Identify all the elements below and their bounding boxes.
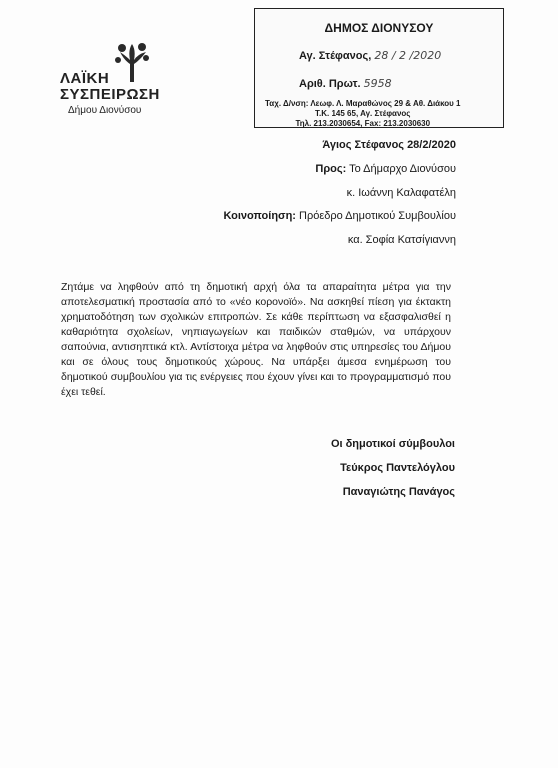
stamp-protocol-value: 5958 [363,77,392,90]
stamp-date-label: Αγ. Στέφανος, [299,50,372,62]
tree-logo-icon [112,42,152,84]
stamp-address-line2: Τ.Κ. 145 65, Αγ. Στέφανος [315,109,411,118]
cc-value: Πρόεδρο Δημοτικού Συμβουλίου [299,210,456,222]
recipient-label: Προς: [315,163,347,175]
recipient-value: Το Δήμαρχο Διονύσου [349,163,456,175]
stamp-address [265,99,461,129]
cc-name: κα. Σοφία Κατσίγιαννη [347,234,456,246]
stamp-protocol-label: Αριθ. Πρωτ. [299,78,361,90]
protocol-stamp [254,8,504,128]
logo-subtitle: Δήμου Διονύσου [68,105,142,116]
place-date: Άγιος Στέφανος 28/2/2020 [322,139,456,151]
cc-line [223,210,456,222]
party-logo [60,42,170,122]
recipient-line [315,163,456,175]
stamp-protocol [299,77,392,90]
logo-text-line1: ΛΑΪΚΗ [60,70,110,87]
logo-text-line2: ΣΥΣΠΕΙΡΩΣΗ [60,86,160,103]
stamp-date [299,49,441,62]
cc-label: Κοινοποίηση: [223,210,296,222]
stamp-title: ΔΗΜΟΣ ΔΙΟΝΥΣΟΥ [324,21,434,35]
body-paragraph: Ζητάμε να ληφθούν από τη δημοτική αρχή όλα τα απαραίτητα μέτρα για την αποτελεσματική προστασία από το «νέο κορονοϊό». Να ασκηθεί πίεση για έκτακτη χρηματοδότηση των σχολικών επιτροπών. Σε κάθε περίπτωση να εξασφαλισθεί η καθαριότητα σχολείων, νηπιαγωγείων και παιδικών σταθμών, να υπάρχουν σαπούνια, αντισηπτικά κτλ. Αντίστοιχα μέτρα να ληφθούν στις υπηρεσίες του Δήμου και σε όλους τους δημοτικούς χώρους. Να υπάρξει άμεσα ενημέρωση του δημοτικού συμβουλίου για τις ενέργειες που έχουν γίνει και το προγραμματισμό που έχει τεθεί. [61,281,451,398]
signature-name-2: Παναγιώτης Πανάγος [342,486,455,498]
stamp-date-value: 28 / 2 /2020 [374,49,442,62]
stamp-address-line1: Ταχ. Δ/νση: Λεωφ. Λ. Μαραθώνος 29 & Αθ. Διάκου 1 [265,99,461,108]
signature-title: Οι δημοτικοί σύμβουλοι [330,438,455,450]
stamp-address-line3: Τηλ. 213.2030654, Fax: 213.2030630 [295,119,431,128]
recipient-name: κ. Ιωάννη Καλαφατέλη [346,187,456,199]
signature-name-1: Τεύκρος Παντελόγλου [340,462,455,474]
